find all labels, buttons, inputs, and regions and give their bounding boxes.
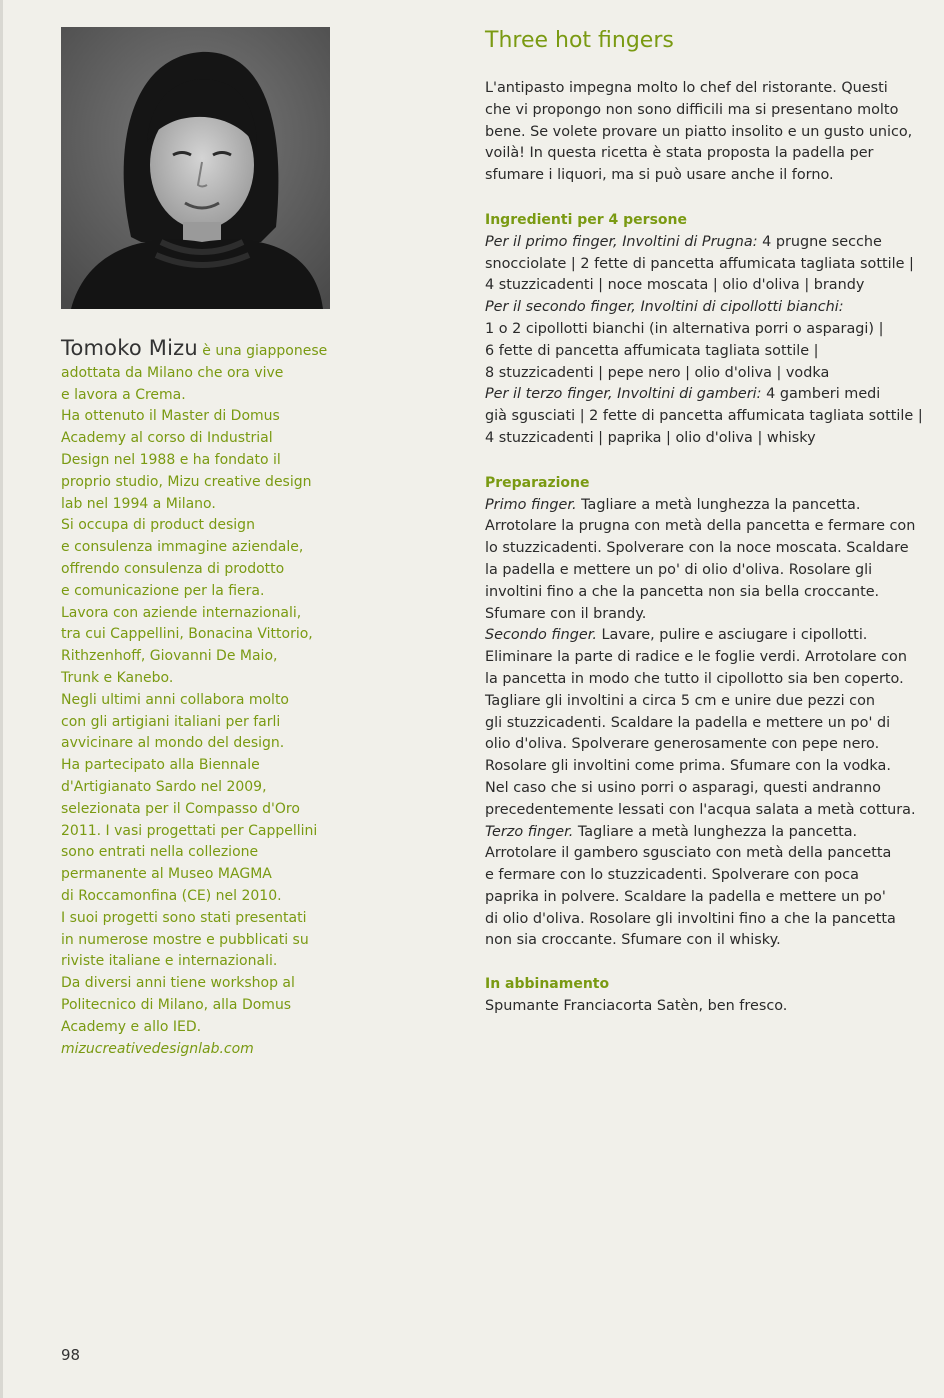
bio-line: e consulenza immagine aziendale,: [61, 539, 304, 556]
bio-line: Lavora con aziende internazionali,: [61, 604, 302, 621]
bio-line: proprio studio, Mizu creative design: [61, 473, 312, 490]
preparation-line: Tagliare a metà lunghezza la pancetta.: [576, 496, 861, 513]
bio-line: offrendo consulenza di prodotto: [61, 560, 285, 577]
preparation-line: precedentemente lessati con l'acqua salata a metà cottura.: [485, 801, 916, 818]
bio-line: permanente al Museo MAGMA: [61, 866, 272, 883]
preparation-line: Tagliare a metà lunghezza la pancetta.: [573, 823, 858, 840]
bio-line: avvicinare al mondo del design.: [61, 735, 285, 752]
page-number: 98: [61, 1346, 81, 1364]
ingredient-line: snocciolate | 2 fette di pancetta affumicata tagliata sottile |: [485, 255, 914, 272]
bio-line: Rithzenhoff, Giovanni De Maio,: [61, 648, 278, 665]
preparation-line: Arrotolare la prugna con metà della pancetta e fermare con: [485, 518, 916, 535]
bio-line: Design nel 1988 e ha fondato il: [61, 451, 281, 468]
bio-line: riviste italiane e internazionali.: [61, 953, 278, 970]
preparation-line: involtini fino a che la pancetta non sia bella croccante.: [485, 583, 880, 600]
ingredient-line: 4 prugne secche: [757, 233, 882, 250]
bio-line: d'Artigianato Sardo nel 2009,: [61, 778, 267, 795]
preparation-label-third: Terzo finger.: [485, 823, 574, 840]
preparation-line: di olio d'oliva. Rosolare gli involtini fino a che la pancetta: [485, 910, 896, 927]
bio-line: di Roccamonfina (CE) nel 2010.: [61, 887, 282, 904]
preparation-line: Tagliare gli involtini a circa 5 cm e unire due pezzi con: [485, 692, 876, 709]
ingredient-line: 4 gamberi medi: [761, 386, 881, 403]
bio-line: tra cui Cappellini, Bonacina Vittorio,: [61, 626, 313, 643]
preparation-line: Eliminare la parte di radice e le foglie verdi. Arrotolare con: [485, 649, 907, 666]
ingredient-line: 4 stuzzicadenti | paprika | olio d'oliva | whisky: [485, 429, 816, 446]
preparation-line: la pancetta in modo che tutto il cipollotto sia ben coperto.: [485, 670, 904, 687]
page-edge: [0, 0, 3, 1398]
ingredient-line: 1 o 2 cipollotti bianchi (in alternativa porri o asparagi) |: [485, 320, 884, 337]
bio-line: Academy e allo IED.: [61, 1018, 202, 1035]
bio-line: Ha ottenuto il Master di Domus: [61, 408, 280, 425]
preparation-line: e fermare con lo stuzzicadenti. Spolverare con poca: [485, 867, 859, 884]
bio-line: Politecnico di Milano, alla Domus: [61, 996, 292, 1013]
recipe-title: Three hot fingers: [485, 28, 674, 53]
intro-line: sfumare i liquori, ma si può usare anche il forno.: [485, 167, 834, 184]
preparation-line: la padella e mettere un po' di olio d'oliva. Rosolare gli: [485, 561, 873, 578]
pairing-heading: In abbinamento: [485, 976, 610, 993]
bio-line: Da diversi anni tiene workshop al: [61, 975, 295, 992]
ingredient-label-second: Per il secondo finger, Involtini di cipollotti bianchi:: [485, 299, 844, 316]
preparation-line: Lavare, pulire e asciugare i cipollotti.: [596, 627, 868, 644]
ingredient-line: già sgusciati | 2 fette di pancetta affumicata tagliata sottile |: [485, 408, 923, 425]
bio-line: e comunicazione per la fiera.: [61, 582, 265, 599]
pairing-section: [485, 974, 925, 1018]
ingredients-section: [485, 210, 925, 450]
ingredient-label-first: Per il primo finger, Involtini di Prugna:: [485, 233, 758, 250]
bio-line: Trunk e Kanebo.: [61, 669, 174, 686]
intro-line: che vi propongo non sono difficili ma si presentano molto: [485, 101, 899, 118]
bio-line: selezionata per il Compasso d'Oro: [61, 800, 300, 817]
author-portrait: [61, 27, 330, 309]
preparation-line: non sia croccante. Sfumare con il whisky.: [485, 932, 781, 949]
intro-line: L'antipasto impegna molto lo chef del ristorante. Questi: [485, 80, 888, 96]
preparation-line: olio d'oliva. Spolverare generosamente con pepe nero.: [485, 736, 880, 753]
author-bio: [61, 338, 336, 1060]
bio-line: Si occupa di product design: [61, 517, 255, 534]
preparation-line: paprika in polvere. Scaldare la padella e mettere un po': [485, 888, 886, 905]
recipe: [485, 27, 925, 1018]
preparation-line: gli stuzzicadenti. Scaldare la padella e mettere un po' di: [485, 714, 891, 731]
bio-line: in numerose mostre e pubblicati su: [61, 931, 309, 948]
ingredient-line: 6 fette di pancetta affumicata tagliata sottile |: [485, 342, 819, 359]
preparation-line: Arrotolare il gambero sgusciato con metà della pancetta: [485, 845, 892, 862]
recipe-intro: [485, 78, 925, 187]
preparation-line: Sfumare con il brandy.: [485, 605, 647, 622]
bio-line: Negli ultimi anni collabora molto: [61, 691, 289, 708]
bio-line: lab nel 1994 a Milano.: [61, 495, 216, 512]
pairing-text: Spumante Franciacorta Satèn, ben fresco.: [485, 998, 788, 1015]
preparation-line: Rosolare gli involtini come prima. Sfumare con la vodka.: [485, 758, 891, 775]
intro-line: bene. Se volete provare un piatto insolito e un gusto unico,: [485, 123, 913, 140]
bio-line: adottata da Milano che ora vive: [61, 364, 284, 381]
bio-line: con gli artigiani italiani per farli: [61, 713, 281, 730]
ingredient-label-third: Per il terzo finger, Involtini di gamberi:: [485, 386, 762, 403]
preparation-heading: Preparazione: [485, 474, 590, 491]
bio-line: sono entrati nella collezione: [61, 844, 259, 861]
intro-line: voilà! In questa ricetta è stata proposta la padella per: [485, 145, 874, 162]
ingredient-line: 8 stuzzicadenti | pepe nero | olio d'oliva | vodka: [485, 364, 830, 381]
bio-line: Academy al corso di Industrial: [61, 430, 273, 447]
bio-line: è una giapponese: [197, 343, 328, 359]
bio-line: Ha partecipato alla Biennale: [61, 757, 260, 774]
preparation-line: lo stuzzicadenti. Spolverare con la noce moscata. Scaldare: [485, 540, 909, 557]
ingredient-line: 4 stuzzicadenti | noce moscata | olio d'oliva | brandy: [485, 277, 865, 294]
author-website: mizucreativedesignlab.com: [61, 1040, 254, 1057]
bio-line: I suoi progetti sono stati presentati: [61, 909, 307, 926]
preparation-section: [485, 473, 925, 953]
bio-line: 2011. I vasi progettati per Cappellini: [61, 822, 318, 839]
preparation-line: Nel caso che si usino porri o asparagi, questi andranno: [485, 779, 881, 796]
preparation-label-second: Secondo finger.: [485, 627, 597, 644]
ingredients-heading: Ingredienti per 4 persone: [485, 211, 687, 228]
bio-line: e lavora a Crema.: [61, 386, 186, 403]
author-name: Tomoko Mizu: [61, 336, 198, 360]
preparation-label-first: Primo finger.: [485, 496, 577, 513]
